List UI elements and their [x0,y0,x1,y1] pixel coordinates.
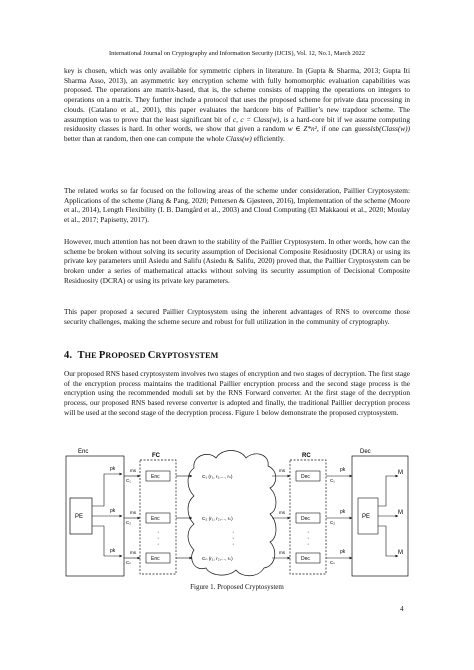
dots: · [307,529,310,536]
ms-label: ms [279,510,285,515]
m-label-2: M [398,510,403,516]
pe-label: PE [75,514,84,520]
math-class-c: c, c = Class(w) [232,114,280,124]
dots: · [157,535,160,542]
p1-text-e: efficiently. [251,133,285,143]
ms-label: ms [130,468,136,473]
running-header: International Journal on Cryptography and Information Security (IJCIS), Vol. 12, No.1, March 2022 [109,50,365,57]
title-part: P [98,350,106,361]
title-part: HE [84,351,99,360]
pk-label-2: pk [110,508,116,514]
section-number: 4. [64,350,73,361]
cloud-row-2: C₂ (r₁, r₂,..., rₙ) [202,517,233,522]
rc-dec-label-1: Dec [301,474,310,480]
enc-block-label: Enc [78,449,89,455]
dots: · [157,541,160,548]
math-lsb: lsb(Class(w)) [370,124,410,134]
p1-text-d: better than at random, then one can compute the whole [64,133,226,143]
dots: · [232,529,235,536]
pk-label-6: pk [340,549,346,555]
paragraph-proposed-cryptosystem: Our proposed RNS based cryptosystem involves two stages of encryption and two stages of decryption. The first stage of the encryption process maintains the traditional Paillier encryption process and the second stage process is the encryption using the recommended moduli set by the RNS Forward converter. At the first stage of the decryption process, our proposed RNS based reverse converter is adopted and finally, the traditional Paillier decryption process will be used at the second stage of the decryption process. Figure 1 below demonstrate the proposed cryptosystem. [64,369,410,417]
rc-dec-label-2: Dec [301,516,310,522]
figure-caption: Figure 1. Proposed Cryptosystem [190,583,284,591]
c2-label: C₂ [126,520,131,525]
cloud-row-3: Cₙ (r₁, r₂,..., rₙ) [202,557,233,562]
ms-label: ms [130,510,136,515]
pk-label-4: pk [340,467,346,473]
dots: · [232,535,235,542]
dots: · [157,529,160,536]
rc-label: RC [302,453,311,459]
ms-label: ms [279,550,285,555]
p1-text-b: , is a hard-core bit if we assume computing residuosity classes is hard. In other words, we show that given a random [64,114,410,134]
c2-out: C₂ [330,520,335,525]
c1-label: C₁ [126,478,131,483]
pe-label-dec: PE [362,514,371,520]
fc-enc-label-2: Enc [151,516,160,522]
section-heading [64,350,218,362]
math-class-w: Class(w) [225,133,252,143]
dots: · [307,541,310,548]
paragraph-related-work-2: The related works so far focused on the following areas of the scheme under consideration, Paillier Cryptosystem: Applications of the scheme (Jiang & Pang, 2020; Pettersen & Gjøsteen, 2016), Implementation of the scheme (Moore et al., 2014), Length Flexibility (I. B. Damgård et al., 2003) and Cloud Computing (El Makkaoui et al., 2020; Moulay et al., 2017; Papisetty, 2017). [64,186,410,225]
cloud-row-1: C₁ (r₁, r₂,..., rₙ) [202,475,233,480]
figure-proposed-cryptosystem [64,446,410,578]
fc-enc-label-1: Enc [151,474,160,480]
dots: · [307,535,310,542]
m-label-3: M [398,550,403,556]
pk-label-1: pk [110,466,116,472]
page-number: 4 [400,604,404,613]
pk-label-5: pk [340,509,346,515]
paragraph-related-work-1 [64,66,410,144]
title-part: C [147,350,156,361]
cn-label: Cₙ [126,560,132,565]
p1-text-a: key is chosen, which was only available for symmetric ciphers in literature. In (Gupta & Sharma, 2013; Gupta Iti Sharma Asso, 2013), an asymmetric key encryption scheme with fully homomorphic evaluation capabilities was proposed. The operations are matrix-based, that is, the scheme consists of mapping the operations on integers to operations on a matrix. They further include a protocol that uses the proposed scheme for private data processing in clouds. (Catalano et al., 2001), this paper evaluates the hardcore bits of Paillier’s new trapdoor scheme. The assumption was to prove that the least significant bit of [64,66,410,124]
title-part: ROPOSED [105,351,148,360]
cryptosystem-diagram [64,446,410,578]
math-w-in-z: w ∈ Z*n² [287,124,317,134]
paragraph-contribution: This paper proposed a secured Paillier Cryptosystem using the inherent advantages of RNS to overcome those security challenges, making the scheme secure and robust for full utilization in the community of cryptography. [64,307,410,326]
cn-out: Cₙ [330,560,336,565]
ms-label: ms [279,468,285,473]
title-part: RYPTOSYSTEM [155,351,219,360]
pk-label-3: pk [110,548,116,554]
rc-dec-label-3: Dec [301,556,310,562]
fc-enc-label-3: Enc [151,556,160,562]
m-label-1: M [398,470,403,476]
title-part: T [77,350,85,361]
ms-label: ms [130,550,136,555]
c1-out: C₁ [330,478,335,483]
paragraph-stability: However, much attention has not been drawn to the stability of the Paillier Cryptosystem. In other words, how can the scheme be broken without solving its security assumption of Decisional Composite Residuosity (DCRA) or using its private key parameters until Asiedu and Salifu (Asiedu & Salifu, 2020) proved that, the Paillier Cryptosystem can be broken under a series of mathematical attacks without solving its security assumption of Decisional Composite Residuosity (DCRA) or using its private key parameters. [64,237,410,285]
fc-label: FC [152,453,160,459]
p1-text-c: , if one can guess [316,124,371,134]
dec-block-label: Dec [360,449,371,455]
dots: · [232,541,235,548]
